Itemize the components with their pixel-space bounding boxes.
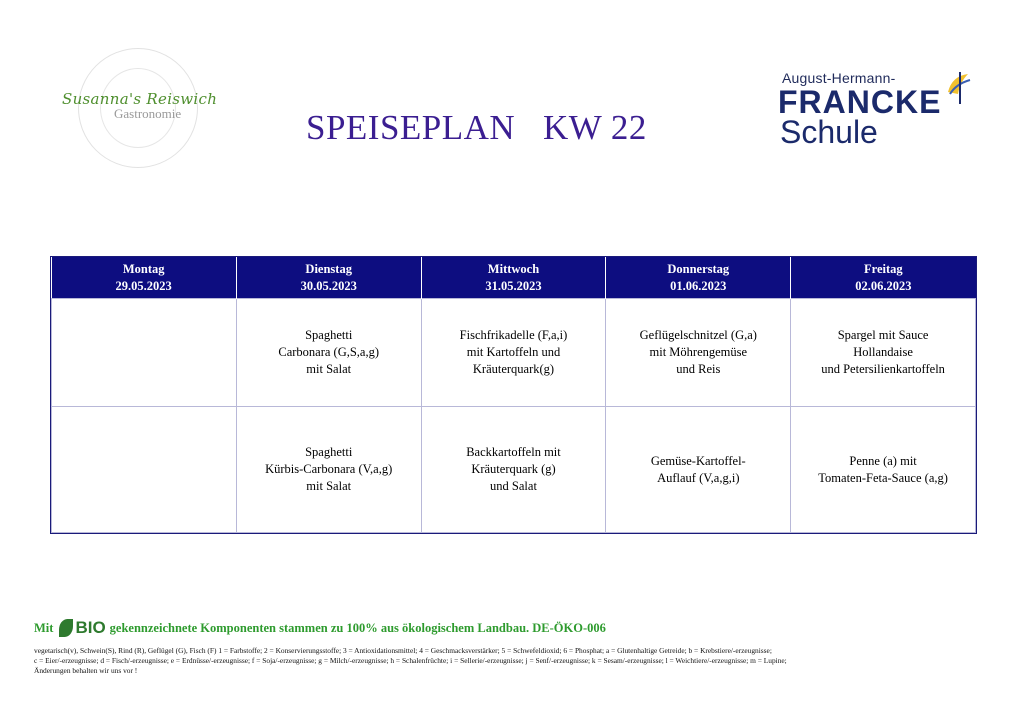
caterer-name: Susanna's Reiswich	[62, 90, 218, 108]
day-date: 31.05.2023	[485, 278, 542, 293]
day-header-thursday	[606, 257, 791, 299]
menu-line: Spaghetti	[305, 445, 353, 460]
menu-line: und Petersilienkartoffeln	[821, 362, 945, 377]
menu-line: Geflügelschnitzel (G,a)	[639, 328, 757, 343]
menu-line: Fischfrikadelle (F,a,i)	[459, 328, 568, 343]
school-logo-name: FRANCKE	[778, 84, 942, 120]
day-header-tuesday	[236, 257, 421, 299]
day-date: 30.05.2023	[300, 278, 357, 293]
bio-prefix: Mit	[34, 620, 54, 635]
menu-cell	[606, 299, 791, 407]
menu-cell	[791, 407, 976, 533]
day-name: Donnerstag	[667, 261, 730, 276]
legend-line: Änderungen behalten wir uns vor !	[34, 666, 138, 676]
menu-row-1	[52, 299, 976, 407]
caterer-logo	[62, 48, 218, 168]
legend-line: c = Eier/-erzeugnisse; d = Fisch/-erzeugnisse; e = Erdnüsse/-erzeugnisse; f = Soja/-erzeugnisse; g = Milch/-erzeugnisse; h = Schalenfrüchte; i = Sellerie/-erzeugnisse; j = Senf/-erzeugnisse; k = Sesam/-erzeugnisse; l = Weichtiere/-erzeugnisse; m = Lupine;	[34, 656, 787, 666]
day-header-monday	[52, 257, 237, 299]
menu-line: Spargel mit Sauce	[837, 328, 929, 343]
menu-cell	[236, 407, 421, 533]
menu-line: Auflauf (V,a,g,i)	[657, 470, 740, 485]
menu-line: mit Möhrengemüse	[649, 345, 748, 360]
school-logo-top: August-Hermann-	[782, 70, 896, 86]
menu-cell	[52, 299, 237, 407]
menu-line: Kürbis-Carbonara (V,a,g)	[265, 462, 393, 477]
menu-line: mit Salat	[306, 362, 352, 377]
day-name: Dienstag	[305, 261, 352, 276]
menu-row-2	[52, 407, 976, 533]
menu-line: Tomaten-Feta-Sauce (a,g)	[818, 470, 948, 485]
menu-line: Hollandaise	[853, 345, 913, 360]
menu-line: Kräuterquark (g)	[471, 462, 556, 477]
menu-line: mit Kartoffeln und	[466, 345, 561, 360]
menu-line: und Reis	[676, 362, 721, 377]
school-logo-emblem-icon	[944, 70, 974, 110]
day-name: Mittwoch	[487, 261, 540, 276]
day-header-row	[52, 257, 976, 299]
menu-cell	[236, 299, 421, 407]
school-logo-sub: Schule	[780, 114, 878, 150]
menu-cell	[791, 299, 976, 407]
menu-line: mit Salat	[306, 479, 352, 494]
day-name: Freitag	[864, 261, 903, 276]
school-logo	[778, 70, 988, 150]
menu-line: Kräuterquark(g)	[472, 362, 555, 377]
bio-notice	[34, 618, 606, 638]
day-date: 01.06.2023	[670, 278, 727, 293]
menu-table	[50, 256, 977, 534]
bio-logo-word: BIO	[75, 618, 106, 637]
menu-line: Penne (a) mit	[849, 453, 917, 468]
caterer-subtitle: Gastronomie	[114, 106, 182, 121]
bio-logo	[59, 618, 105, 638]
allergen-legend	[34, 646, 964, 677]
menu-cell	[606, 407, 791, 533]
bio-text: gekennzeichnete Komponenten stammen zu 100% aus ökologischem Landbau. DE-ÖKO-006	[109, 620, 606, 635]
day-name: Montag	[122, 261, 165, 276]
menu-line: Gemüse-Kartoffel-	[650, 453, 746, 468]
menu-cell	[421, 299, 606, 407]
legend-line: vegetarisch(v), Schwein(S), Rind (R), Geflügel (G), Fisch (F) 1 = Farbstoffe; 2 = Konservierungsstoffe; 3 = Antioxidationsmittel; 4 = Geschmacksverstärker; 5 = Schwefeldioxid; 6 = Phosphat; a = Glutenhaltige Getreide; b = Krebstiere/-erzeugnisse;	[34, 646, 772, 655]
menu-cell	[52, 407, 237, 533]
day-date: 02.06.2023	[855, 278, 912, 293]
bio-leaf-icon	[59, 619, 73, 637]
day-header-wednesday	[421, 257, 606, 299]
page-title: SPEISEPLAN KW 22	[306, 108, 647, 147]
menu-line: Spaghetti	[305, 328, 353, 343]
menu-line: Carbonara (G,S,a,g)	[278, 345, 380, 360]
day-date: 29.05.2023	[115, 278, 172, 293]
menu-cell	[421, 407, 606, 533]
menu-line: und Salat	[490, 479, 537, 494]
day-header-friday	[791, 257, 976, 299]
menu-line: Backkartoffeln mit	[466, 445, 561, 460]
